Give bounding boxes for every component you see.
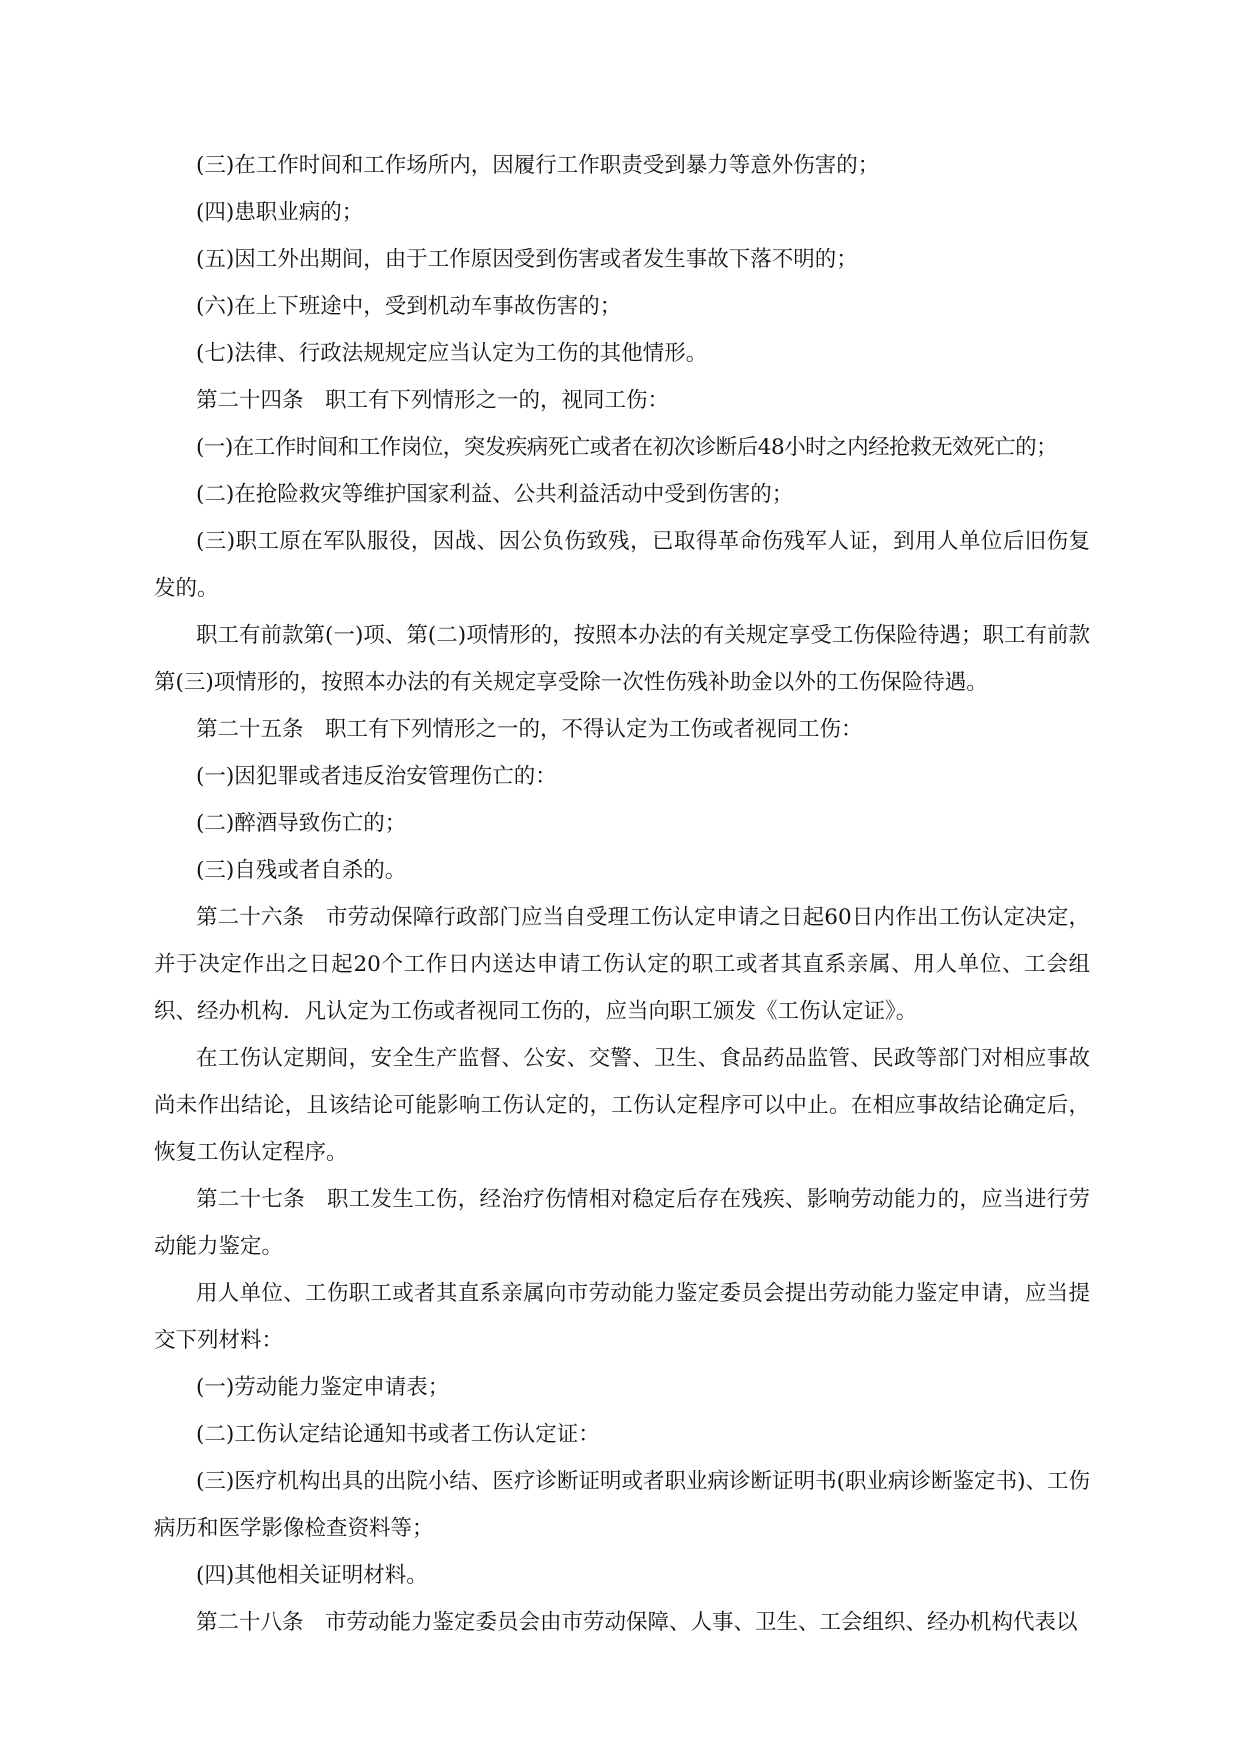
- article-24-item-2: (二)在抢险救灾等维护国家利益、公共利益活动中受到伤害的；: [196, 482, 794, 507]
- article-27-item-3: (三)医疗机构出具的出院小结、医疗诊断证明或者职业病诊断证明书(职业病诊断鉴定书)、工伤病历和医学影像检查资料等；: [154, 1469, 1090, 1541]
- article-24-item-3: (三)职工原在军队服役，因战、因公负伤致残，已取得革命伤残军人证，到用人单位后旧伤复发的。: [154, 529, 1090, 601]
- article-24-note: 职工有前款第(一)项、第(二)项情形的，按照本办法的有关规定享受工伤保险待遇；职工有前款第(三)项情形的，按照本办法的有关规定享受除一次性伤残补助金以外的工伤保险待遇。: [154, 623, 1090, 695]
- article-25-item-2: (二)醉酒导致伤亡的；: [196, 811, 407, 836]
- article-25-item-1: (一)因犯罪或者违反治安管理伤亡的：: [196, 764, 557, 789]
- article-26-paragraph-2: 在工伤认定期间，安全生产监督、公安、交警、卫生、食品药品监管、民政等部门对相应事故尚未作出结论，且该结论可能影响工伤认定的，工伤认定程序可以中止。在相应事故结论确定后，恢复工伤认定程序。: [154, 1046, 1090, 1165]
- document-body: [154, 142, 1090, 1646]
- paragraph-item-3: (三)在工作时间和工作场所内，因履行工作职责受到暴力等意外伤害的；: [196, 153, 880, 178]
- article-27: 第二十七条 职工发生工伤，经治疗伤情相对稳定后存在残疾、影响劳动能力的，应当进行劳动能力鉴定。: [154, 1187, 1090, 1259]
- paragraph-item-5: (五)因工外出期间，由于工作原因受到伤害或者发生事故下落不明的；: [196, 247, 858, 272]
- paragraph-item-6: (六)在上下班途中，受到机动车事故伤害的；: [196, 294, 622, 319]
- article-27-item-4: (四)其他相关证明材料。: [196, 1563, 428, 1588]
- paragraph-item-7: (七)法律、行政法规规定应当认定为工伤的其他情形。: [196, 341, 708, 366]
- article-24-heading: 第二十四条 职工有下列情形之一的，视同工伤：: [196, 388, 670, 413]
- article-27-paragraph-2: 用人单位、工伤职工或者其直系亲属向市劳动能力鉴定委员会提出劳动能力鉴定申请，应当提交下列材料：: [154, 1281, 1090, 1353]
- article-25-heading: 第二十五条 职工有下列情形之一的，不得认定为工伤或者视同工伤：: [196, 717, 863, 742]
- article-27-item-2: (二)工伤认定结论通知书或者工伤认定证：: [196, 1422, 600, 1447]
- article-28: 第二十八条 市劳动能力鉴定委员会由市劳动保障、人事、卫生、工会组织、经办机构代表以: [196, 1610, 1078, 1635]
- article-27-item-1: (一)劳动能力鉴定申请表；: [196, 1375, 450, 1400]
- article-24-item-1: (一)在工作时间和工作岗位，突发疾病死亡或者在初次诊断后48小时之内经抢救无效死亡的；: [196, 435, 1058, 460]
- article-26: 第二十六条 市劳动保障行政部门应当自受理工伤认定申请之日起60日内作出工伤认定决定，并于决定作出之日起20个工作日内送达申请工伤认定的职工或者其直系亲属、用人单位、工会组织、经办机构．凡认定为工伤或者视同工伤的，应当向职工颁发《工伤认定证》。: [154, 905, 1090, 1024]
- paragraph-item-4: (四)患职业病的；: [196, 200, 364, 225]
- article-25-item-3: (三)自残或者自杀的。: [196, 858, 407, 883]
